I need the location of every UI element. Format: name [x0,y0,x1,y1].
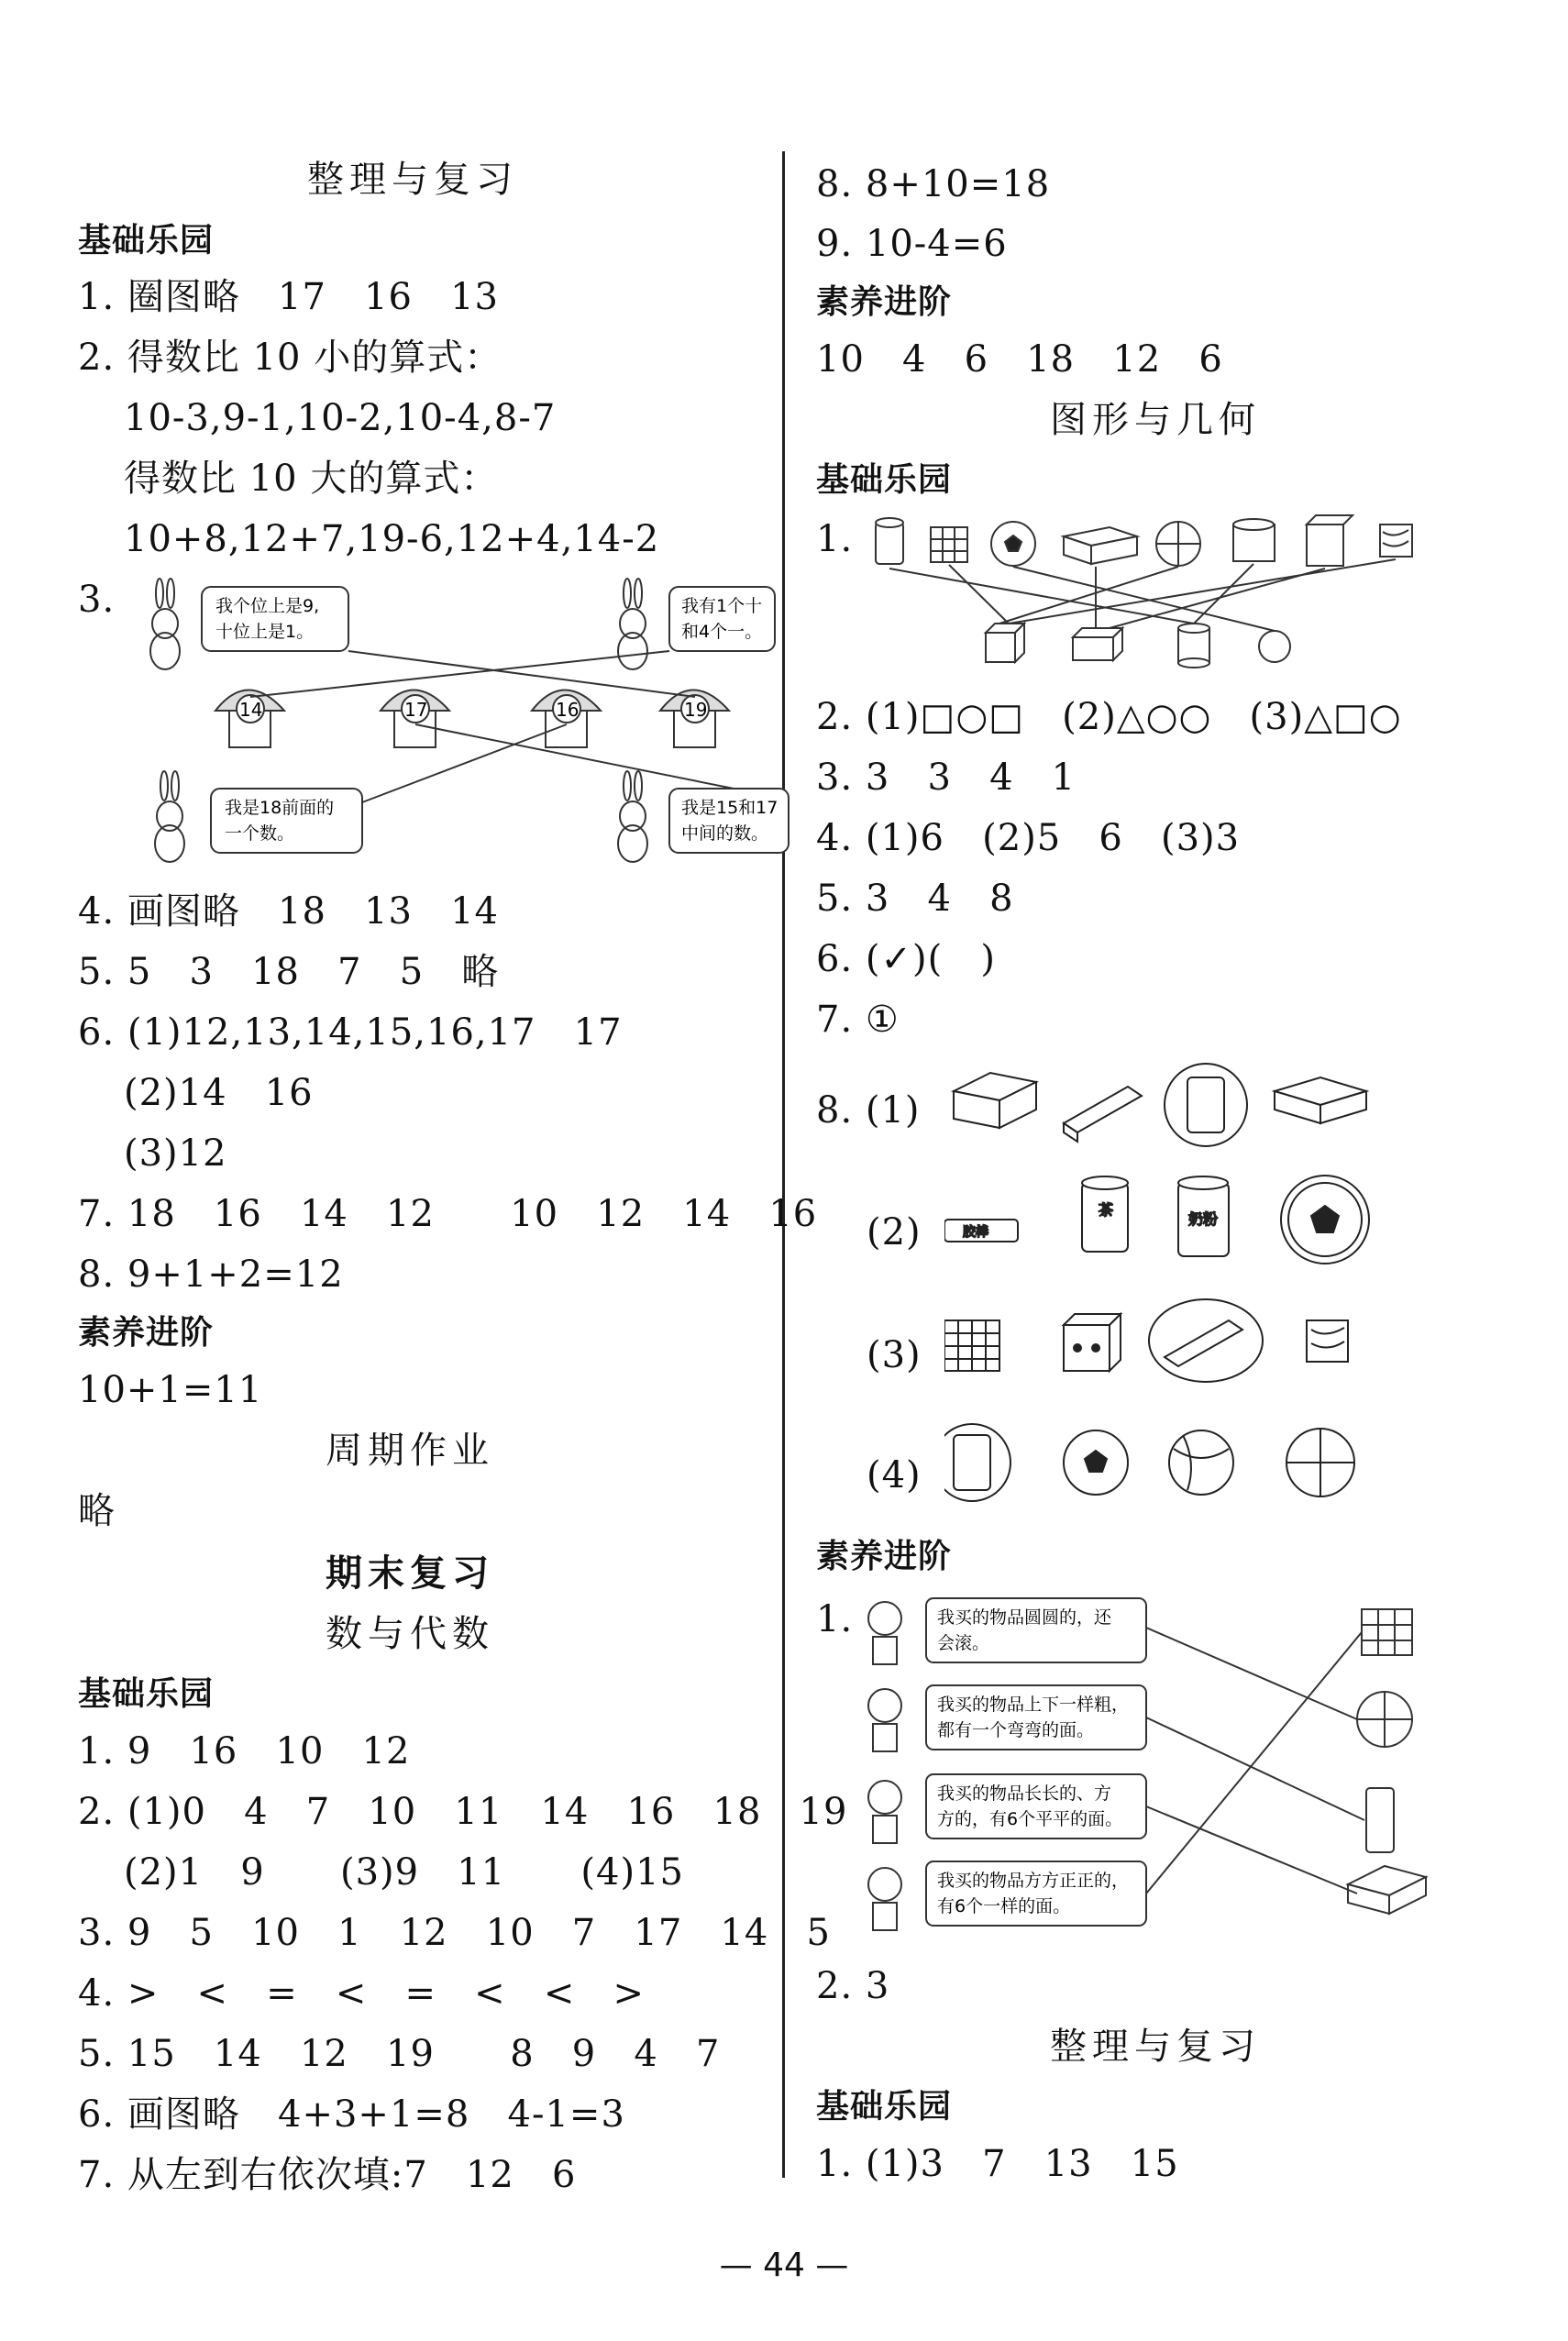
answer-6c: (3)12 [124,1132,227,1175]
answer-g8-4: (4) [867,1454,922,1496]
column-divider [782,151,785,2178]
answer-2d: 10+8,12+7,19-6,12+4,14-2 [124,518,660,560]
kids-matching-figure [853,1591,1513,1958]
answer-advanced: 10+1=11 [78,1369,263,1411]
soccer-ball-icon [1064,1430,1128,1495]
cube-shape-icon [986,624,1024,662]
answer-s1-label: 1. [816,1598,854,1640]
answer-2a: 2. 得数比 10 小的算式： [78,337,502,379]
cuboid-shape-icon [1073,628,1122,660]
answer-g3: 3. 3 3 4 1 [816,756,1077,799]
dice-icon [1064,1314,1121,1371]
mushroom-number: 14 [239,699,263,721]
answer-periodic: 略 [78,1490,116,1532]
bubble-text: 我有1个十 [681,596,763,616]
answer-6b: (2)14 16 [124,1072,314,1114]
milk-label: 奶粉 [1188,1210,1219,1228]
cylinder-shape-icon [1178,624,1209,668]
basketball-icon [1286,1429,1354,1496]
answer-z1: 1. (1)3 7 13 15 [816,2143,1179,2185]
rabbit-icon [150,579,180,669]
answer-8: 8. 9+1+2=12 [78,1253,344,1296]
matching-lines [250,651,734,802]
heading-basic: 基础乐园 [78,222,215,259]
item8-figure [944,1055,1513,1540]
page-number: — 44 — [719,2247,849,2284]
answer-m2a: 2. (1)0 4 7 10 11 14 16 18 19 [78,1791,848,1833]
bubble-text: 我是15和17 [681,798,778,818]
section-title-periodic: 周期作业 [326,1430,494,1472]
rubiks-cube-icon [1362,1609,1412,1655]
mushroom-number: 16 [556,699,580,721]
box-icon [1064,527,1137,564]
answer-m4: 4. > < = < = < < > [78,1972,646,2015]
bubble-text: 十位上是1。 [215,622,315,642]
answer-s2: 2. 3 [816,1965,890,2007]
section-title-numbers-algebra: 数与代数 [326,1613,494,1655]
bubble-text: 会滚。 [937,1633,990,1653]
answer-r9: 9. 10-4=6 [816,223,1008,265]
matching-lines [889,559,1396,631]
answer-6a: 6. (1)12,13,14,15,16,17 17 [78,1011,623,1054]
jar-icon [1187,1077,1224,1132]
rabbit-mushroom-figure [128,573,798,867]
soccer-ball-icon [991,522,1035,566]
gift-box-icon [1348,1866,1426,1914]
soccer-ball-icon [1288,1183,1362,1256]
carton-box-icon [1307,515,1353,566]
bubble-text: 我个位上是9, [215,596,320,616]
matching-lines [1146,1628,1364,1894]
rabbit-icon [155,771,184,862]
answer-g2: 2. (1)□○□ (2)△○○ (3)△□○ [816,696,1402,738]
rubiks-cube-icon [944,1320,999,1371]
bubble-text: 我买的物品方方正正的， [937,1871,1130,1891]
gift-box-icon [954,1073,1036,1128]
answer-g6: 6. (✓)( ) [816,938,996,980]
mushroom-number: 19 [684,699,708,721]
glue-stick-icon [1366,1788,1394,1852]
answer-g5: 5. 3 4 8 [816,878,1014,920]
can-icon [1233,519,1275,561]
bubble-text: 中间的数。 [681,823,769,844]
bubble-text: 我买的物品长长的、方 [937,1783,1112,1804]
basketball-icon [1357,1692,1412,1747]
child-icon [868,1602,901,1664]
heading-basic-2: 基础乐园 [78,1675,215,1713]
answer-m1: 1. 9 16 10 12 [78,1730,411,1772]
bubble-text: 我买的物品上下一样粗， [937,1695,1130,1715]
answer-m7: 7. 从左到右依次填:7 12 6 [78,2154,577,2196]
child-icon [868,1689,901,1751]
answer-4: 4. 画图略 18 13 14 [78,890,500,933]
jar-icon [876,518,903,564]
answer-2b: 10-3,9-1,10-2,10-4,8-7 [124,397,557,439]
heading-advanced-r2: 素养进阶 [816,1538,953,1575]
glue-label: 胶棒 [963,1225,988,1240]
bubble-text: 一个数。 [225,823,295,844]
bubble-text: 和4个一。 [681,622,763,642]
heading-advanced: 素养进阶 [78,1314,215,1352]
tea-label: 茶 [1099,1201,1114,1219]
bubble-text: 都有一个弯弯的面。 [937,1720,1095,1740]
bubble-text: 方的，有6个平平的面。 [937,1809,1123,1829]
mushroom-number: 17 [404,699,428,721]
answer-5: 5. 5 3 18 7 5 略 [78,951,500,993]
bubble-text: 我买的物品圆圆的，还 [937,1607,1112,1628]
rubiks-cube-icon [931,527,967,562]
answer-m6: 6. 画图略 4+3+1=8 4-1=3 [78,2093,625,2136]
heading-basic-r2: 基础乐园 [816,2088,953,2126]
answer-m2b: (2)1 9 (3)9 11 (4)15 [124,1851,684,1894]
sphere-shape-icon [1259,631,1290,662]
basketball-icon [1156,522,1200,566]
answer-g4: 4. (1)6 (2)5 6 (3)3 [816,817,1241,859]
heading-advanced-r: 素养进阶 [816,283,953,321]
jar-icon [954,1435,990,1490]
answer-r10: 10 4 6 18 12 6 [816,338,1223,381]
answer-1: 1. 圈图略 17 16 13 [78,276,500,318]
flat-box-icon [1275,1077,1366,1123]
child-icon [868,1868,901,1930]
glue-stick-box-icon [1064,1087,1142,1142]
answer-2c: 得数比 10 大的算式： [124,458,499,500]
bubble-text: 我是18前面的 [225,798,335,818]
section-title-geometry: 图形与几何 [1050,399,1261,441]
section-title-review-2: 整理与复习 [1050,2026,1261,2068]
heading-basic-r: 基础乐园 [816,461,953,499]
bubble-text: 有6个一样的面。 [937,1896,1071,1916]
answer-g8-2: (2) [867,1211,922,1253]
answer-m5: 5. 15 14 12 19 8 9 4 7 [78,2033,721,2075]
answer-r8: 8. 8+10=18 [816,163,1051,205]
answer-g8-1: 8. (1) [816,1089,921,1132]
volleyball-icon [1169,1430,1233,1495]
answer-3-label: 3. [78,579,116,621]
shape-matching-figure [862,513,1504,679]
section-title-final-review: 期末复习 [326,1552,494,1595]
wood-block-icon [1307,1320,1348,1362]
answer-7: 7. 18 16 14 12 10 12 14 16 [78,1193,818,1235]
answer-g7: 7. ① [816,999,900,1041]
section-title-review: 整理与复习 [307,159,518,201]
answer-m3: 3. 9 5 10 1 12 10 7 17 14 5 [78,1912,831,1954]
answer-g8-3: (3) [867,1334,922,1376]
answer-g1-label: 1. [816,518,854,560]
rabbit-icon [618,771,647,862]
wood-block-icon [1380,525,1412,557]
child-icon [868,1781,901,1843]
